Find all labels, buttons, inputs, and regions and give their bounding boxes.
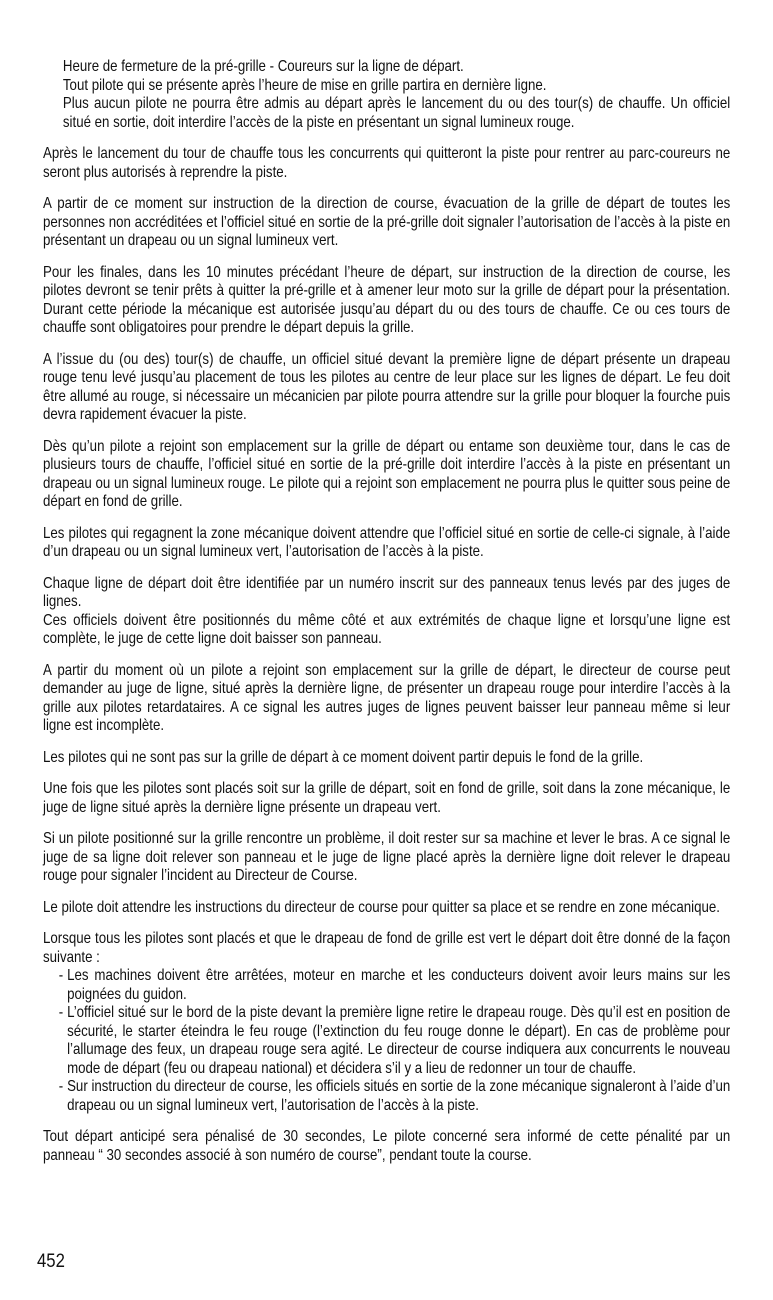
page-number: 452: [37, 1251, 65, 1272]
pre-grid-closure-block: [63, 58, 730, 132]
paragraph-await-instructions: Le pilote doit attendre les instructions du directeur de course pour quitter sa place et se rendre en zone mécanique.: [43, 898, 720, 916]
paragraph-race-director-red-flag: A partir du moment où un pilote a rejoint son emplacement sur la grille de départ, le directeur de course peut demander au juge de ligne, situé après la dernière ligne, de présenter un drapeau rouge pour interdire l’accès à la grille aux pilotes retardataires. A ce signal les autres juges de lignes peuvent baisser leur panneau même si leur ligne est incomplète.: [43, 661, 731, 734]
line-judges-part-1: Chaque ligne de départ doit être identifiée par un numéro inscrit sur des panneaux tenus levés par des juges de lignes.: [43, 574, 731, 610]
paragraph-pilot-placement: Dès qu’un pilote a rejoint son emplacement sur la grille de départ ou entame son deuxième tour, dans le cas de plusieurs tours de chauffe, l’officiel situé en sortie de la pré-grille doit interdire l’accès à la piste en présentant un drapeau ou un signal lumineux rouge. Le pilote qui a rejoint son emplacement ne pourra plus le quitter sous peine de départ en fond de grille.: [43, 437, 731, 510]
list-item-machines-stopped: [59, 967, 730, 1004]
line-judges-part-2: Ces officiels doivent être positionnés du même côté et aux extrémités de chaque ligne et lorsqu’une ligne est complète, le juge de cette ligne doit baisser son panneau.: [43, 611, 731, 647]
list-item-text: Les machines doivent être arrêtées, moteur en marche et les conducteurs doivent avoir leurs mains sur les poignées du guidon.: [67, 967, 731, 1003]
text-column: [43, 58, 730, 1178]
paragraph-green-flag: Une fois que les pilotes sont placés soit sur la grille de départ, soit en fond de grille, soit dans la zone mécanique, le juge de ligne situé après la dernière ligne présente un drapeau vert.: [43, 780, 731, 816]
dash-bullet: -: [58, 967, 64, 984]
pre-grid-line-1: Heure de fermeture de la pré-grille - Coureurs sur la ligne de départ.: [62, 58, 464, 75]
paragraph-grid-evacuation: A partir de ce moment sur instruction de la direction de course, évacuation de la grille de départ de toutes les personnes non accréditées et l’officiel situé en sortie de la pré-grille doit signaler l’autorisation de l’accès à la piste en présentant un drapeau ou un signal lumineux vert.: [43, 195, 731, 249]
paragraph-red-flag-first-line: A l’issue du (ou des) tour(s) de chauffe, un officiel situé devant la première ligne de départ présente un drapeau rouge tenu levé jusqu’au placement de tous les pilotes au centre de leur place sur les lignes de départ. Le feu doit être allumé au rouge, si nécessaire un mécanicien par pilote pourra attendre sur la grille pour bloquer la fourche puis devra rapidement évacuer la piste.: [43, 350, 731, 423]
paragraph-warmup-lap-return: Après le lancement du tour de chauffe tous les concurrents qui quitteront la piste pour rentrer au parc-coureurs ne seront plus autorisés à reprendre la piste.: [43, 145, 731, 181]
paragraph-finals-10-minutes: Pour les finales, dans les 10 minutes précédant l’heure de départ, sur instruction de la direction de course, les pilotes devront se tenir prêts à quitter la pré-grille et à amener leur moto sur la grille de départ pour la présentation. Durant cette période la mécanique est autorisée jusqu’au départ du ou des tours de chauffe. Ce ou ces tours de chauffe sont obligatoires pour prendre le départ depuis la grille.: [43, 263, 731, 336]
list-item-mechanical-zone-green: [59, 1078, 730, 1115]
pre-grid-line-2: Tout pilote qui se présente après l’heure de mise en grille partira en dernière ligne.: [62, 76, 547, 94]
pre-grid-line-3: Plus aucun pilote ne pourra être admis au départ après le lancement du ou des tour(s) de chauffe. Un officiel situé en sortie, doit interdire l’accès de la piste en présentant un signal lumineux rouge.: [62, 95, 731, 131]
paragraph-jump-start-penalty: Tout départ anticipé sera pénalisé de 30 secondes, Le pilote concerné sera informé de cette pénalité par un panneau “ 30 secondes associé à son numéro de course”, pendant toute la course.: [43, 1128, 731, 1164]
dash-bullet: -: [58, 1004, 64, 1021]
start-procedure-intro: Lorsque tous les pilotes sont placés et que le drapeau de fond de grille est vert le départ doit être donné de la façon suivante :: [43, 930, 731, 966]
list-item-text: Sur instruction du directeur de course, les officiels situés en sortie de la zone mécanique signaleront à l’aide d’un drapeau ou un signal lumineux vert, l’autorisation de l’accès à la piste.: [67, 1078, 731, 1114]
list-item-text: L’officiel situé sur le bord de la piste devant la première ligne retire le drapeau rouge. Dès qu’il est en position de sécurité, le starter éteindra le feu rouge (l’extinction du feu rouge donne le départ). En cas de problème pour l’allumage des feux, un drapeau rouge sera agité. Le directeur de course indiquera aux concurrents le nouveau mode de départ (feu ou drapeau national) et décidera s’il y a lieu de redonner un tour de chauffe.: [67, 1004, 731, 1077]
paragraph-mechanical-zone-exit: Les pilotes qui regagnent la zone mécanique doivent attendre que l’officiel situé en sortie de celle-ci signale, à l’aide d’un drapeau ou un signal lumineux vert, l’autorisation de l’accès à la piste.: [43, 524, 731, 560]
start-procedure-section: [43, 930, 730, 1115]
paragraph-pilot-problem: Si un pilote positionné sur la grille rencontre un problème, il doit rester sur sa machine et lever le bras. A ce signal le juge de sa ligne doit relever son panneau et le juge de ligne placé après la dernière ligne doit relever le drapeau rouge pour signaler l’incident au Directeur de Course.: [43, 830, 731, 884]
paragraph-back-of-grid: Les pilotes qui ne sont pas sur la grille de départ à ce moment doivent partir depuis le fond de la grille.: [43, 748, 644, 766]
line-judges-block: [43, 575, 730, 649]
dash-bullet: -: [58, 1078, 64, 1095]
list-item-official-red-flag: [59, 1004, 730, 1078]
